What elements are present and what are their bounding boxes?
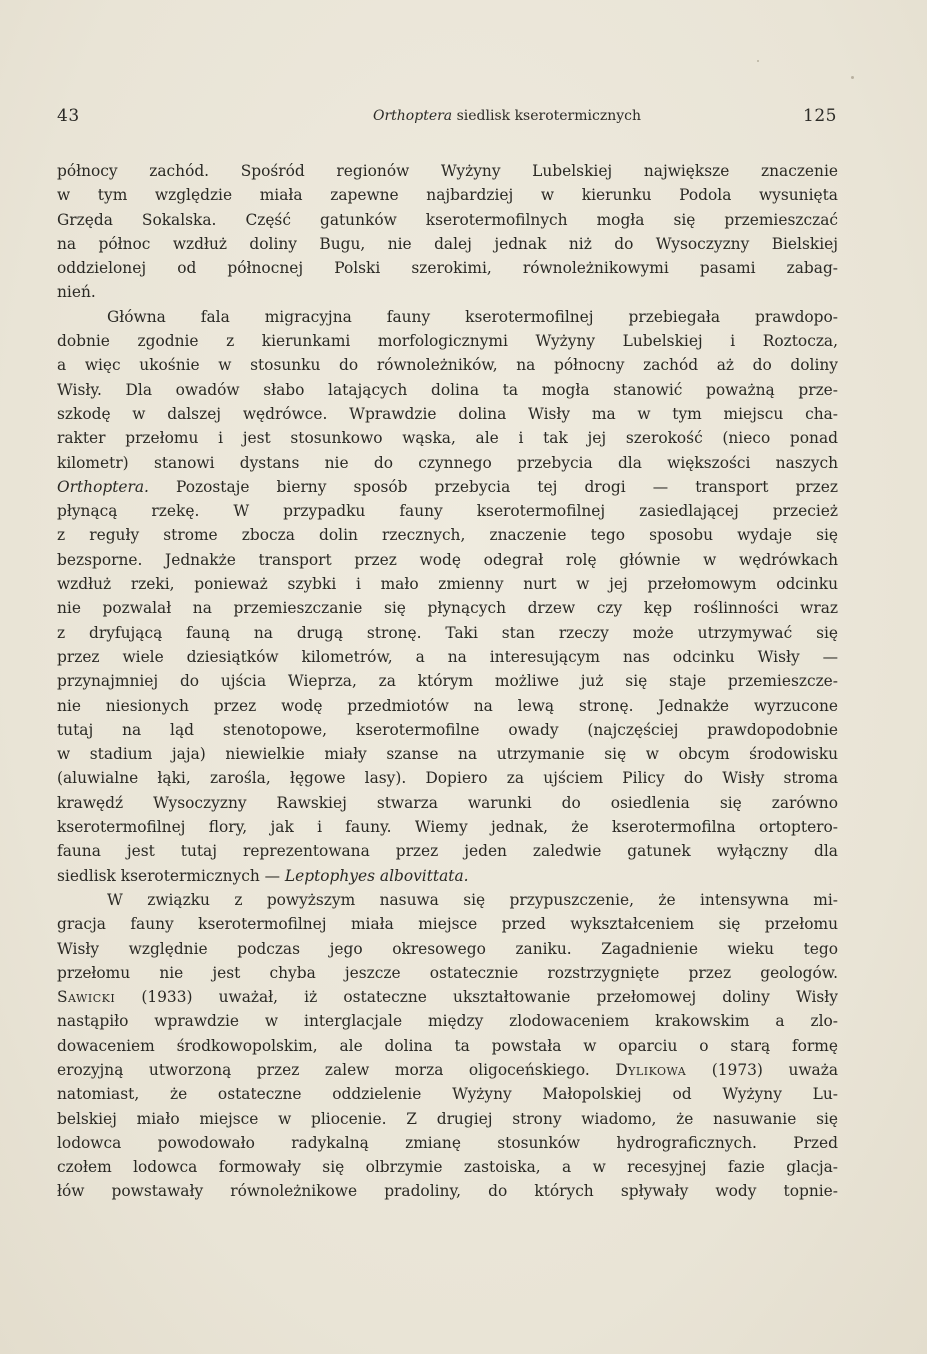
line-text: kilometr) stanowi dystans nie do czynnego przebycia dla większości naszych (57, 453, 838, 472)
text-line (57, 1179, 838, 1203)
text-line (57, 499, 838, 523)
text-line (57, 815, 838, 839)
text-line (57, 1034, 838, 1058)
line-text: fauna jest tutaj reprezentowana przez jeden zaledwie gatunek wyłączny dla (57, 842, 838, 861)
line-text: wzdłuż rzeki, ponieważ szybki i mało zmienny nurt w jej przełomowym odcinku (57, 575, 838, 594)
running-title-rest: siedlisk kserotermicznych (452, 108, 642, 124)
text-line (57, 694, 838, 718)
text-line (57, 426, 838, 450)
line-text: w stadium jaja) niewielkie miały szanse na utrzymanie się w obcym środowisku (57, 745, 838, 764)
line-text: bezsporne. Jednakże transport przez wodę odegrał rolę głównie w wędrówkach (57, 550, 838, 569)
line-text: nień. (57, 283, 96, 302)
text-line (57, 1131, 838, 1155)
line-text: przez wiele dziesiątków kilometrów, a na interesującym nas odcinku Wisły — (57, 647, 838, 666)
scan-speck (851, 76, 854, 79)
line-text: lodowca powodowało radykalną zmianę stosunków hydrograficznych. Przed (57, 1133, 838, 1152)
text-line (57, 1107, 838, 1131)
line-text: Wisły względnie podczas jego okresowego zaniku. Zagadnienie wieku tego (57, 939, 838, 958)
scan-speck (757, 60, 759, 62)
text-line (57, 523, 838, 547)
body-text (57, 159, 838, 1204)
text-line (57, 791, 838, 815)
text-line (57, 621, 838, 645)
text-line (57, 669, 838, 693)
text-line (57, 548, 838, 572)
text-line (57, 912, 838, 936)
text-line (57, 1155, 838, 1179)
line-text: (1973) uważa (686, 1060, 838, 1079)
text-line (57, 864, 838, 888)
line-text: nastąpiło wprawdzie w interglacjale między zlodowaceniem krakowskim a zlo- (57, 1012, 838, 1031)
line-text: płynącą rzekę. W przypadku fauny kserotermofilnej zasiedlającej przecież (57, 502, 838, 521)
text-line (57, 718, 838, 742)
line-text: gracja fauny kserotermofilnej miała miejsce przed wykształceniem się przełomu (57, 915, 838, 934)
author-name: Sawicki (57, 988, 116, 1007)
text-line (57, 353, 838, 377)
line-text: kserotermofilnej flory, jak i fauny. Wiemy jednak, że kserotermofilna ortoptero- (57, 818, 838, 837)
text-line (57, 961, 838, 985)
text-line (57, 329, 838, 353)
line-text: z reguły strome zbocza dolin rzecznych, znaczenie tego sposobu wydaje się (57, 526, 838, 545)
line-text: w tym względzie miała zapewne najbardziej w kierunku Podola wysunięta (57, 186, 838, 205)
line-text: północy zachód. Spośród regionów Wyżyny Lubelskiej największe znaczenie (57, 162, 838, 180)
text-line (57, 159, 838, 183)
line-text: nie pozwalał na przemieszczanie się płynących drzew czy kęp roślinności wraz (57, 599, 838, 618)
line-text: tutaj na ląd stenotopowe, kserotermofilne owady (najczęściej prawdopodobnie (57, 720, 838, 739)
text-line (57, 888, 838, 912)
line-text: Grzęda Sokalska. Część gatunków kserotermofilnych mogła się przemieszczać (57, 210, 838, 229)
line-text: przynajmniej do ujścia Wieprza, za którym możliwe już się staje przemieszcze- (57, 672, 838, 691)
text-line (57, 305, 838, 329)
page-number-left: 43 (57, 106, 80, 126)
text-line (57, 1009, 838, 1033)
line-text: nie niesionych przez wodę przedmiotów na lewą stronę. Jednakże wyrzucone (57, 696, 838, 715)
line-text: Pozostaje bierny sposób przebycia tej drogi — transport przez (148, 477, 838, 496)
line-text: Wisły. Dla owadów słabo latających dolina ta mogła stanowić poważną prze- (57, 380, 838, 399)
text-line (57, 208, 838, 232)
line-text: szkodę w dalszej wędrówce. Wprawdzie dolina Wisły ma w tym miejscu cha- (57, 404, 838, 423)
running-title-italic: Orthoptera (372, 108, 453, 124)
line-text: (1933) uważał, iż ostateczne ukształtowanie przełomowej doliny Wisły (115, 988, 838, 1007)
line-text: natomiast, że ostateczne oddzielenie Wyżyny Małopolskiej od Wyżyny Lu- (57, 1085, 838, 1104)
text-line (57, 378, 838, 402)
line-text: siedlisk kserotermicznych — (57, 866, 285, 885)
text-line (57, 280, 838, 304)
line-text: belskiej miało miejsce w pliocenie. Z drugiej strony wiadomo, że nasuwanie się (57, 1109, 838, 1128)
text-line (57, 1082, 838, 1106)
text-line (57, 742, 838, 766)
line-text: z dryfującą fauną na drugą stronę. Taki stan rzeczy może utrzymywać się (57, 623, 838, 642)
text-line (57, 232, 838, 256)
author-name: Dylikowa (615, 1060, 687, 1079)
text-line (57, 645, 838, 669)
page-number-right: 125 (803, 106, 837, 126)
line-text: Główna fala migracyjna fauny kserotermofilnej przebiegała prawdopo- (107, 307, 838, 326)
line-text: erozyjną utworzoną przez zalew morza oligoceńskiego. (57, 1060, 616, 1079)
text-line (57, 1058, 838, 1082)
text-line (57, 402, 838, 426)
line-text: W związku z powyższym nasuwa się przypuszczenie, że intensywna mi- (107, 890, 838, 909)
line-text: krawędź Wysoczyzny Rawskiej stwarza warunki do osiedlenia się zarówno (57, 793, 838, 812)
text-line (57, 475, 838, 499)
line-text: rakter przełomu i jest stosunkowo wąska, ale i tak jej szerokość (nieco ponad (57, 429, 838, 448)
line-text: łów powstawały równoleżnikowe pradoliny, do których spływały wody topnie- (57, 1182, 838, 1201)
text-line (57, 839, 838, 863)
text-line (57, 183, 838, 207)
line-text: dowaceniem środkowopolskim, ale dolina ta powstała w oparciu o starą formę (57, 1036, 838, 1055)
line-text: przełomu nie jest chyba jeszcze ostatecznie rozstrzygnięte przez geologów. (57, 963, 838, 982)
line-text: czołem lodowca formowały się olbrzymie zastoiska, a w recesyjnej fazie glacja- (57, 1158, 838, 1177)
text-line (57, 937, 838, 961)
text-line (57, 572, 838, 596)
line-text: oddzielonej od północnej Polski szerokimi, równoleżnikowymi pasami zabag- (57, 259, 838, 278)
line-text: (aluwialne łąki, zarośla, łęgowe lasy). Dopiero za ujściem Pilicy do Wisły stroma (57, 769, 838, 788)
text-line (57, 766, 838, 790)
text-line (57, 985, 838, 1009)
text-line (57, 596, 838, 620)
line-text: dobnie zgodnie z kierunkami morfologicznymi Wyżyny Lubelskiej i Roztocza, (57, 332, 838, 351)
line-text: na północ wzdłuż doliny Bugu, nie dalej jednak niż do Wysoczyzny Bielskiej (57, 234, 838, 253)
running-title (237, 108, 777, 124)
text-line (57, 451, 838, 475)
italic-text: Leptophyes albovittata. (284, 866, 469, 885)
line-text: a więc ukośnie w stosunku do równoleżników, na północny zachód aż do doliny (57, 356, 838, 375)
running-header (57, 106, 837, 130)
text-line (57, 256, 838, 280)
italic-text: Orthoptera. (57, 477, 149, 496)
